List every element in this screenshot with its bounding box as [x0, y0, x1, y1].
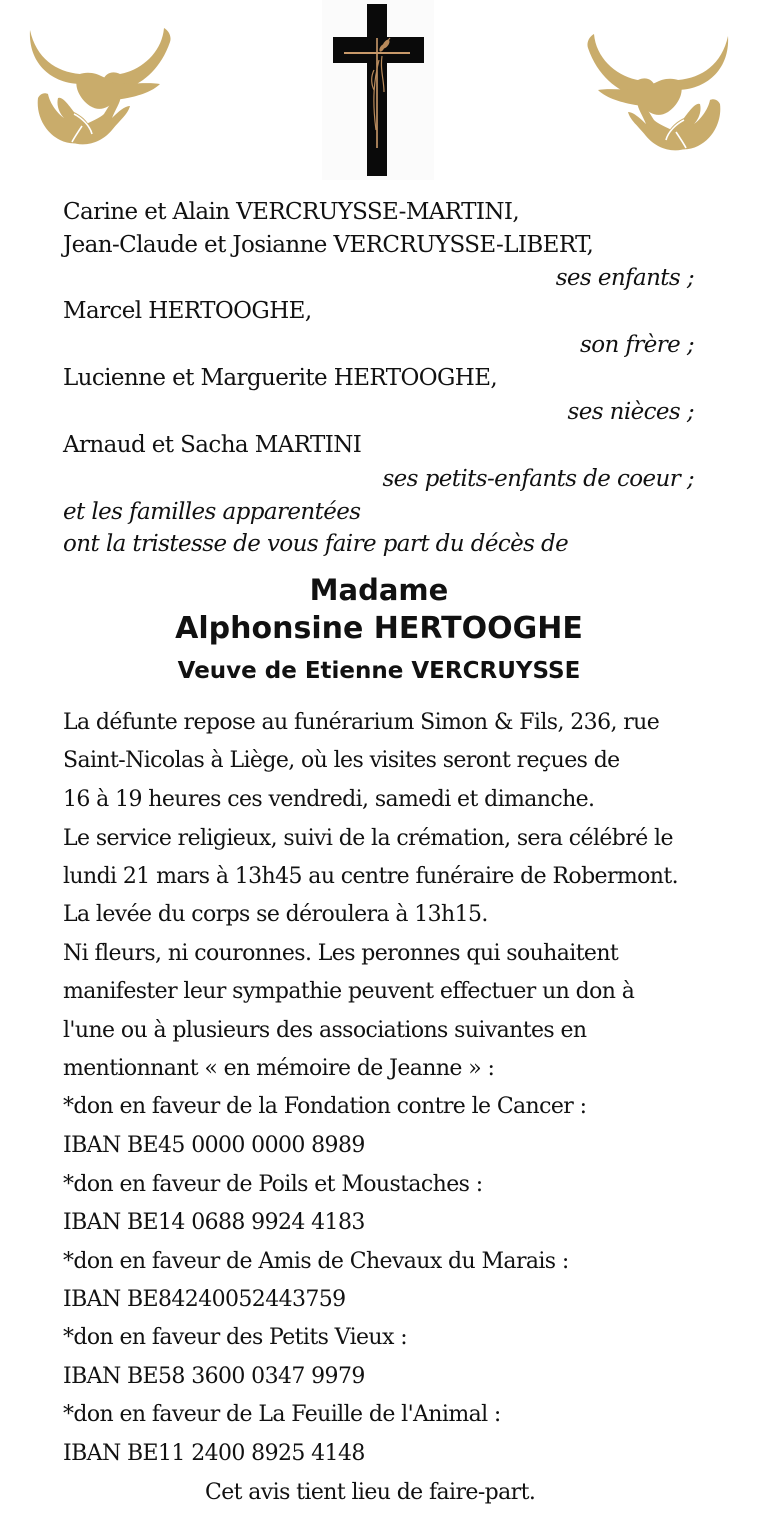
family-line: Carine et Alain VERCRUYSSE-MARTINI,	[63, 199, 520, 225]
donation-line: *don en faveur de la Fondation contre le Cancer :	[63, 1094, 587, 1119]
deceased-subtitle: Veuve de Etienne VERCRUYSSE	[177, 658, 581, 684]
iban-line: IBAN BE45 0000 0000 8989	[63, 1133, 365, 1158]
detail-line: l'une ou à plusieurs des associations suivantes en	[63, 1018, 587, 1043]
dove-hands-icon	[578, 22, 738, 152]
donation-line: *don en faveur de La Feuille de l'Animal :	[63, 1402, 501, 1427]
donation-line: *don en faveur de Amis de Chevaux du Marais :	[63, 1249, 569, 1274]
family-line: Jean-Claude et Josianne VERCRUYSSE-LIBERT,	[63, 232, 594, 258]
iban-line: IBAN BE11 2400 8925 4148	[63, 1441, 365, 1466]
relation-label: son frère ;	[580, 332, 694, 358]
detail-line: Saint-Nicolas à Liège, où les visites seront reçues de	[63, 748, 620, 773]
cross-icon	[322, 0, 434, 180]
detail-line: manifester leur sympathie peuvent effectuer un don à	[63, 979, 635, 1004]
family-line: Marcel HERTOOGHE,	[63, 298, 312, 324]
family-line: et les familles apparentées	[63, 499, 361, 525]
relation-label: ses enfants ;	[555, 265, 694, 291]
family-line: Arnaud et Sacha MARTINI	[63, 432, 362, 458]
dove-hands-icon	[20, 22, 180, 152]
detail-line: Ni fleurs, ni couronnes. Les peronnes qui souhaitent	[63, 941, 619, 966]
family-line: Lucienne et Marguerite HERTOOGHE,	[63, 365, 498, 391]
announcement-line: ont la tristesse de vous faire part du décès de	[63, 531, 569, 557]
relation-label: ses petits-enfants de coeur ;	[382, 466, 694, 492]
detail-line: lundi 21 mars à 13h45 au centre funéraire de Robermont.	[63, 864, 679, 889]
deceased-name: Alphonsine HERTOOGHE	[175, 611, 583, 646]
detail-line: La levée du corps se déroulera à 13h15.	[63, 902, 488, 927]
closing-note: Cet avis tient lieu de faire-part.	[205, 1480, 536, 1505]
detail-line: Le service religieux, suivi de la crémation, sera célébré le	[63, 826, 673, 851]
iban-line: IBAN BE58 3600 0347 9979	[63, 1364, 365, 1389]
detail-line: mentionnant « en mémoire de Jeanne » :	[63, 1056, 495, 1081]
detail-line: La défunte repose au funérarium Simon & Fils, 236, rue	[63, 710, 660, 735]
iban-line: IBAN BE14 0688 9924 4183	[63, 1210, 365, 1235]
detail-line: 16 à 19 heures ces vendredi, samedi et dimanche.	[63, 787, 595, 812]
iban-line: IBAN BE84240052443759	[63, 1287, 346, 1312]
donation-line: *don en faveur de Poils et Moustaches :	[63, 1172, 483, 1197]
deceased-title: Madame	[309, 573, 449, 607]
relation-label: ses nièces ;	[567, 399, 694, 425]
donation-line: *don en faveur des Petits Vieux :	[63, 1325, 408, 1350]
